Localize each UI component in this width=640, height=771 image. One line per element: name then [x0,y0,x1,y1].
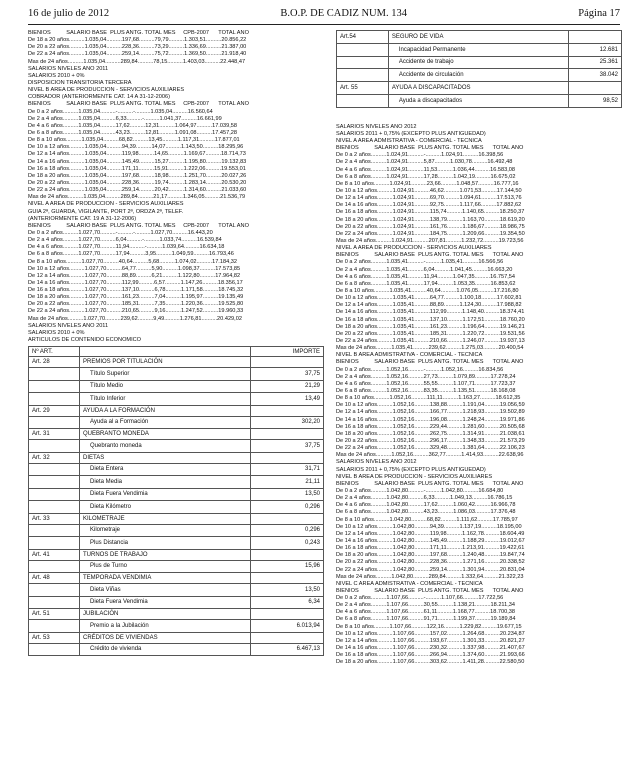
right-text-line: De 16 a 18 años..........1.024,91..........115,74..........1.140,65..........18.250,37 [336,209,525,216]
right-text-line: De 22 a 24 años..........1.035,41..........210,66..........1.246,07..........19.937,13 [336,338,525,344]
left-text-line: (ANTERIORMENTE CAT. 19 A 31-12-2006) [28,215,137,222]
article-item-row [29,463,324,476]
article-title: PREMIOS POR TITULACIÓN [80,357,251,368]
right-text-line: NIVEL C AREA ADMISTRATIVA - COMERCIAL - TECNICA [336,580,483,587]
article-item-amount: 98,52 [568,94,621,107]
article-section-row [29,609,324,620]
article-item-row [29,596,324,609]
article-number-empty [29,524,80,537]
right-column [336,30,622,666]
article-item-row [29,416,324,429]
left-text-line: De 14 a 16 años..........1.035,04..........145,49..........15,27..........1.195,80..........19.132,83 [28,158,247,165]
article-item-label: Plus de Turno [80,560,251,573]
right-text-line: De 4 a 6 años..........1.024,91..........11,53..........1.036,44..........16.583,08 [336,166,516,173]
left-text-line: De 8 a 10 años..........1.027,70..........40,64..........5,68..........1.074,02..........17.184,32 [28,258,237,265]
left-text-line: De 2 a 4 años..........1.027,70..........6,04..........-..........1.033,74..........16.539,84 [28,237,222,244]
article-number-empty [29,584,80,597]
left-text-line: De 12 a 14 años..........1.035,04..........119,98..........14,65..........1.169,67..........18.714,73 [28,151,246,158]
article-section-row [29,405,324,416]
left-text-line: De 12 a 14 años..........1.027,70..........88,89..........6,21..........1.122,80..........17.964,82 [28,272,241,279]
right-text-line: De 14 a 16 años..........1.052,16..........196,08..........1.248,24..........19.971,86 [336,416,525,423]
article-amount-empty [251,549,324,560]
insurance-table [336,30,622,108]
left-text-line: BIENIOS SALARIO BASE PLUS ANTG. TOTAL MES CPB-2007 TOTAL AÑO [28,101,249,108]
article-item-row [29,524,324,537]
left-text-line: De 18 a 20 años..........1.035,04..........197,68..........79,79..........1.303,51..........20.856,22 [28,37,247,44]
left-text-line: DISPOSICION TRANSITORIA TERCERA [28,79,132,86]
article-amount-empty [251,632,324,643]
right-text-line: De 18 a 20 años..........1.024,91..........138,79..........1.163,70..........18.619,20 [336,216,525,223]
article-item-amount: 21,29 [251,380,324,393]
article-amount-empty [251,405,324,416]
article-number-empty [29,501,80,514]
article-item-amount: 302,20 [251,416,324,429]
right-text-line: De 2 a 4 años..........1.035,41..........6,04..........1.041,45..........16.663,20 [336,266,513,273]
article-section-row [29,513,324,524]
right-text-line: Mas de 24 años..........1.052,16..........362,77..........1.414,93..........22.638,96 [336,452,524,459]
article-number-empty [337,69,389,82]
article-item-row [29,643,324,656]
right-text-line: De 0 a 2 años..........1.107,66..........-..........1.107,66..........17.722,56 [336,595,504,602]
right-text-line: De 12 a 14 años..........1.035,41..........88,89..........1.124,30..........17.988,82 [336,302,522,309]
right-text-line: SALARIOS 2011 + 0,75% (EXCEPTO PLUS ANTIGUEDAD) [336,466,486,473]
right-text-line: Mas de 24 años..........1.042,80..........289,84..........1.332,64..........21.322,23 [336,573,524,580]
right-text-line: De 6 a 8 años..........1.042,80..........43,23..........1.086,03..........17.376,48 [336,509,516,516]
left-text-line: BIENIOS SALARIO BASE PLUS ANTG. TOTAL MES CPB-2007 TOTAL AÑO [28,222,249,229]
article-item-amount: 21,11 [251,476,324,489]
left-text-line: NIVEL B AREA DE PRODUCCION - SERVICIOS AUXILIARES [28,87,185,94]
right-text-line: De 0 a 2 años..........1.035,41..........-..........1.035,41..........16.566,56 [336,259,504,266]
right-text-line: De 10 a 12 años..........1.035,41..........64,77..........1.100,18..........17.602,81 [336,295,522,302]
articles-col-importe: IMPORTE [251,347,324,357]
article-item-row [337,69,622,82]
right-text-line: SALARIOS 2011 + 0,75% (EXCEPTO PLUS ANTIGUEDAD) [336,130,486,137]
right-text-line: De 18 a 20 años..........1.052,16..........262,75..........1.314,91..........21.038,61 [336,430,525,437]
article-title: AYUDA A LA FORMACIÓN [80,405,251,416]
article-item-row [29,537,324,550]
right-text-line: BIENIOS SALARIO BASE PLUS ANTG. TOTAL MES TOTAL AÑO [336,480,524,487]
right-text-line: De 10 a 12 años..........1.052,16..........138,88..........1.191,04..........19.056,59 [336,402,525,409]
articles-col-art: Nº ART. [29,347,80,357]
article-number: Art. 29 [29,405,80,416]
right-text-line: De 2 a 4 años..........1.107,66..........30,55..........1.138,21..........18.211,34 [336,602,516,609]
left-text-line: De 6 a 8 años..........1.027,70..........17,94..........3,95..........1.049,59..........16.793,46 [28,251,234,258]
right-text-line: De 8 a 10 años..........1.052,16..........111,11..........1.163,27..........18.612,35 [336,395,521,402]
article-item-amount: 37,75 [251,368,324,381]
article-item-label: Kilometraje [80,524,251,537]
article-number-empty [29,560,80,573]
left-text-line: De 10 a 12 años..........1.035,04..........94,39..........14,07..........1.143,50..........18.295,96 [28,144,244,151]
right-text-line: De 10 a 12 años..........1.042,80..........94,39..........1.137,19..........18.195,00 [336,523,522,530]
right-text-line: NIVEL A AREA DE PRODUCCION - SERVICIOS AUXILIARES [336,245,492,252]
article-amount-empty [568,31,621,44]
right-text-line: De 8 a 10 años..........1.107,66..........122,16..........1.229,82..........19.677,15 [336,623,522,630]
header-rule [28,24,620,25]
right-text-line: De 16 a 18 años..........1.035,41..........137,10..........1.172,51..........18.760,20 [336,316,525,323]
article-number: Art. 41 [29,549,80,560]
article-number-empty [29,393,80,406]
article-section-row [337,82,622,95]
article-item-row [29,440,324,453]
article-item-row [29,560,324,573]
left-text-line: De 22 a 24 años..........1.035,04..........259,14..........20,42..........1.314,60..........21.033,60 [28,187,247,194]
header-date: 16 de julio de 2012 [28,8,110,19]
right-text-line: De 8 a 10 años..........1.024,91..........23,66..........1.048,57..........16.777,16 [336,180,519,187]
article-item-label: Plus Distancia [80,537,251,550]
left-text-line: ARTÍCULOS DE CONTENIDO ECONÓMICO [28,337,142,344]
right-text-line: De 8 a 10 años..........1.042,80..........68,82..........1.111,62..........17.785,97 [336,516,518,523]
article-item-row [29,380,324,393]
article-item-label: Título Medio [80,380,251,393]
article-amount-empty [251,429,324,440]
article-item-label: Accidente de trabajo [388,56,568,69]
article-number: Art. 55 [337,82,389,95]
right-text-line: De 18 a 20 años..........1.035,41..........161,23..........1.196,64..........19.146,21 [336,323,525,330]
right-text-line: De 10 a 12 años..........1.107,66..........157,02..........1.264,68..........20.234,87 [336,630,525,637]
article-item-amount: 6.013,94 [251,620,324,633]
left-text-line: De 4 a 6 años..........1.035,04..........17,62..........12,31..........1.064,97..........17.039,58 [28,122,237,129]
right-text-line: SALARIOS NIVELES AÑO 2012 [336,459,417,466]
right-text-line: De 16 a 18 años..........1.052,16..........229,44..........1.281,60..........20.505,68 [336,423,525,430]
header-publication: B.O.P. DE CADIZ NUM. 134 [280,8,407,19]
left-text-line: De 20 a 22 años..........1.035,04..........228,36..........19,74..........1.283,14..........20.530,20 [28,179,247,186]
article-section-row [29,452,324,463]
page-header [28,8,620,24]
left-text-line: De 18 a 20 años..........1.035,04..........197,68..........18,98..........1.251,70..........20.027,26 [28,172,247,179]
left-text-line: Mas de 24 años..........1.035,04..........289,84..........21,17..........1.346,05..........21.536,79 [28,194,246,201]
article-item-amount: 6.467,13 [251,643,324,656]
article-number: Art.54 [337,31,389,44]
left-text-line: De 14 a 16 años..........1.027,70..........112,99..........6,57..........1.147,26..........18.356,17 [28,279,243,286]
right-text-line: De 12 a 14 años..........1.052,16..........166,77..........1.218,93..........19.502,89 [336,409,525,416]
right-text-line: De 0 a 2 años..........1.052,16..........-..........1.052,16..........16.834,56 [336,366,504,373]
article-section-row [29,573,324,584]
article-number: Art. 33 [29,513,80,524]
left-salary-text [28,30,324,344]
article-number: Art. 32 [29,452,80,463]
article-item-label: Ayuda al a Formación [80,416,251,429]
left-text-line: COBRADOR (ANTERIORMENTE CAT. 14 A 31-12-2006) [28,94,170,101]
right-salary-text [336,124,622,667]
right-text-line: NIVEL A AREA ADMISTRATIVA - COMERCIAL - TECNICA [336,138,482,145]
right-text-line: De 6 a 8 años..........1.107,66..........91,71..........1.199,37..........19.189,84 [336,616,516,623]
right-text-line: De 22 a 24 años..........1.024,91..........184,75..........1.209,66..........19.354,50 [336,230,525,237]
left-text-line: SALARIOS NIVELES AÑO 2011 [28,322,109,329]
right-text-line: BIENIOS SALARIO BASE PLUS ANTG. TOTAL MES TOTAL AÑO [336,587,524,594]
article-item-row [29,476,324,489]
article-title: JUBILACIÓN [80,609,251,620]
article-number-empty [29,440,80,453]
right-text-line: De 14 a 16 años..........1.024,91..........92,75..........1.117,66..........17.882,62 [336,202,522,209]
right-text-line: De 6 a 8 años..........1.035,41..........17,94..........1.053,35..........16.853,62 [336,280,516,287]
article-item-row [29,393,324,406]
article-item-label: Dieta Fuera Vendimia [80,488,251,501]
right-text-line: De 10 a 12 años..........1.024,91..........46,62..........1.071,53..........17.144,50 [336,188,522,195]
right-text-line: De 12 a 14 años..........1.024,91..........69,70..........1.094,61..........17.513,76 [336,195,522,202]
right-text-line: De 0 a 2 años..........1.042,80..........-..........1.042,80..........16.684,80 [336,487,504,494]
right-text-line: De 4 a 6 años..........1.042,80..........17,62..........1.060,42..........16.966,78 [336,502,516,509]
right-text-line: De 12 a 14 años..........1.107,66..........193,67..........1.301,33..........20.821,27 [336,637,525,644]
article-number-empty [29,416,80,429]
left-text-line: De 6 a 8 años..........1.035,04..........43,23..........12,81..........1.091,08..........17.457,28 [28,129,237,136]
article-number-empty [29,643,80,656]
article-item-label: Ayuda a discapacitados [388,94,568,107]
left-text-line: SALARIOS 2010 + 0% [28,72,85,79]
right-text-line: BIENIOS SALARIO BASE PLUS ANTG. TOTAL MES TOTAL AÑO [336,145,524,152]
article-title: TEMPORADA VENDIMIA [80,573,251,584]
article-number-empty [337,56,389,69]
right-text-line: De 4 a 6 años..........1.107,66..........61,11..........1.168,77..........18.700,38 [336,609,516,616]
left-text-line: SALARIOS NIVELES AÑO 2011 [28,65,109,72]
right-text-line: De 22 a 24 años..........1.052,16..........329,48..........1.381,64..........22.106,23 [336,445,525,452]
article-amount-empty [568,82,621,95]
article-title: QUEBRANTO MONEDA [80,429,251,440]
right-text-line: De 14 a 16 años..........1.107,66..........230,32..........1.337,98..........21.407,67 [336,645,525,652]
left-text-line: Mas de 24 años..........1.035,04..........289,84..........78,15..........1.403,03..........22.448,47 [28,58,246,65]
article-item-label: Dieta Viñas [80,584,251,597]
right-text-line: NIVEL B AREA ADMISTRATIVA - COMERCIAL - TECNICA [336,352,483,359]
article-item-label: Título Superior [80,368,251,381]
article-title: SEGURO DE VIDA [388,31,568,44]
article-number-empty [29,476,80,489]
article-item-amount: 31,71 [251,463,324,476]
article-item-amount: 12.681 [568,43,621,56]
article-number: Art. 31 [29,429,80,440]
left-text-line: Mas de 24 años..........1.027,70..........239,62..........9,49..........1.276,81..........20.429,02 [28,315,242,322]
left-text-line: De 20 a 22 años..........1.035,04..........228,36..........73,29..........1.336,69..........21.387,00 [28,44,247,51]
article-item-row [337,94,622,107]
right-text-line: BIENIOS SALARIO BASE PLUS ANTG. TOTAL MES TOTAL AÑO [336,359,524,366]
right-text-line: De 18 a 20 años..........1.042,80..........197,68..........1.240,48..........19.847,74 [336,552,525,559]
article-item-amount: 13,49 [251,393,324,406]
article-item-amount: 13,50 [251,488,324,501]
article-item-label: Incapacidad Permanente [388,43,568,56]
right-text-line: De 16 a 18 años..........1.042,80..........171,11..........1.213,91..........19.422,61 [336,545,525,552]
article-section-row [29,429,324,440]
article-number: Art. 51 [29,609,80,620]
right-text-line: De 20 a 22 años..........1.024,91..........161,76..........1.186,67..........18.986,75 [336,223,525,230]
article-item-label: Dieta Entera [80,463,251,476]
right-text-line: De 20 a 22 años..........1.042,80..........228,36..........1.271,16..........20.338,52 [336,559,525,566]
left-text-line: De 2 a 4 años..........1.035,04..........6,33..........-..........1.041,37..........16.661,99 [28,115,222,122]
left-text-line: De 20 a 22 años..........1.027,70..........185,31..........7,35..........1.220,36..........19.525,80 [28,301,244,308]
article-item-label: Título Inferior [80,393,251,406]
articles-table [28,346,324,656]
article-item-row [29,501,324,514]
article-item-label: Accidente de circulación [388,69,568,82]
article-item-row [29,368,324,381]
right-text-line: De 4 a 6 años..........1.035,41..........11,94..........1.047,35..........16.757,54 [336,273,516,280]
left-text-line: SALARIOS 2010 + 0% [28,329,85,336]
left-column [28,30,324,656]
left-text-line: GUIA 2ª, GUARDA, VIGILANTE, PORT 2ª, ORDZA 2ª, TELEF. [28,208,184,215]
article-item-label: Premio a la Jubilación [80,620,251,633]
article-item-amount: 15,96 [251,560,324,573]
left-text-line: De 16 a 18 años..........1.035,04..........171,11..........15,91..........1.222,06..........19.553,01 [28,165,246,172]
article-section-row [29,357,324,368]
right-text-line: De 6 a 8 años..........1.052,16..........83,35..........1.135,51..........18.168,08 [336,387,516,394]
article-number-empty [337,94,389,107]
article-item-row [337,56,622,69]
left-text-line: NIVEL A AREA DE PRODUCCION - SERVICIOS AUXILIARES [28,201,184,208]
article-item-amount: 0,296 [251,524,324,537]
article-item-amount: 13,50 [251,584,324,597]
article-amount-empty [251,452,324,463]
left-text-line: De 22 a 24 años..........1.035,04..........259,14..........75,72..........1.369,50..........21.918,40 [28,51,247,58]
article-title: CRÉDITOS DE VIVIENDAS [80,632,251,643]
article-title: DIETAS [80,452,251,463]
left-text-line: De 0 a 2 años..........1.035,04..........-..........-..........1.035,04..........16.560,64 [28,108,213,115]
left-text-line: De 22 a 24 años..........1.027,70..........210,65..........9,16..........1.247,52..........19.960,33 [28,308,244,315]
articles-col-concept [80,347,251,357]
left-text-line: De 0 a 2 años..........1.027,70..........-..........-..........1.027,70..........16.443,20 [28,229,213,236]
right-text-line: De 2 a 4 años..........1.042,80..........6,33..........1.049,13..........16.786,15 [336,495,513,502]
article-item-row [29,488,324,501]
right-text-line: De 22 a 24 años..........1.042,80..........259,14..........1.301,94..........20.831,04 [336,566,525,573]
right-text-line: De 2 a 4 años..........1.052,16..........27,73..........1.079,89..........17.278,24 [336,373,516,380]
right-text-line: De 2 a 4 años..........1.024,91..........5,87..........1.030,78..........16.492,48 [336,159,513,166]
right-text-line: De 14 a 16 años..........1.035,41..........112,99..........1.148,40..........18.374,41 [336,309,525,316]
article-item-amount: 0,243 [251,537,324,550]
right-text-line: NIVEL B AREA DE PRODUCCION - SERVICIOS AUXILIARES [336,473,493,480]
header-page-number: Página 17 [578,8,620,19]
right-text-line: De 20 a 22 años..........1.052,16..........296,17..........1.348,33..........21.573,29 [336,437,525,444]
article-item-label: Dieta Media [80,476,251,489]
left-text-line: De 16 a 18 años..........1.027,70..........137,10..........6,78..........1.171,58..........18.745,32 [28,287,244,294]
article-number-empty [29,368,80,381]
article-amount-empty [251,513,324,524]
article-number-empty [337,43,389,56]
article-number-empty [29,537,80,550]
article-amount-empty [251,357,324,368]
right-text-line: Mas de 24 años..........1.035,41..........239,62..........1.275,03..........20.400,54 [336,345,524,352]
article-number-empty [29,463,80,476]
right-text-line: BIENIOS SALARIO BASE PLUS ANTG. TOTAL MES TOTAL AÑO [336,252,524,259]
article-item-row [337,43,622,56]
right-text-line: De 0 a 2 años..........1.024,91..........-..........1.024,91..........16.398,56 [336,152,504,159]
left-text-line: De 18 a 20 años..........1.027,70..........161,23..........7,04..........1.195,97..........19.135,49 [28,294,244,301]
right-text-line: SALARIOS NIVELES AÑO 2012 [336,123,417,130]
article-number: Art. 48 [29,573,80,584]
article-title: KILOMETRAJE [80,513,251,524]
article-number: Art. 28 [29,357,80,368]
article-item-amount: 37,75 [251,440,324,453]
article-title: TURNOS DE TRABAJO [80,549,251,560]
article-amount-empty [251,573,324,584]
article-item-amount: 38.042 [568,69,621,82]
right-text-line: De 20 a 22 años..........1.035,41..........185,31..........1.220,72..........19.531,56 [336,330,525,337]
right-text-line: De 18 a 20 años..........1.107,66..........303,62..........1.411,28..........22.580,50 [336,659,525,666]
left-text-line: De 8 a 10 años..........1.035,04..........68,82..........13,45..........1.117,31..........17.877,01 [28,137,240,144]
article-number-empty [29,488,80,501]
article-item-amount: 6,34 [251,596,324,609]
article-item-row [29,584,324,597]
article-item-label: Dieta Fuera Vendimia [80,596,251,609]
right-text-line: De 4 a 6 años..........1.052,16..........55,55..........1.107,71..........17.723,37 [336,380,516,387]
left-text-line: BIENIOS SALARIO BASE PLUS ANTG. TOTAL MES CPB-2007 TOTAL AÑO [28,30,249,36]
article-item-amount: 25.361 [568,56,621,69]
article-title: AYUDA A DISCAPACITADOS [388,82,568,95]
article-amount-empty [251,609,324,620]
article-section-row [29,632,324,643]
article-item-label: Dieta Kilómetro [80,501,251,514]
right-text-line: De 12 a 14 años..........1.042,80..........119,98..........1.162,78..........18.604,49 [336,530,525,537]
right-text-line: De 8 a 10 años..........1.035,41..........40,64..........1.076,05..........17.216,80 [336,288,519,295]
article-number-empty [29,380,80,393]
article-number: Art. 53 [29,632,80,643]
right-text-line: De 14 a 16 años..........1.042,80..........145,49..........1.188,29..........19.012,67 [336,537,525,544]
article-section-row [337,31,622,44]
right-text-line: De 6 a 8 años..........1.024,91..........17,28..........1.042,19..........16.675,02 [336,173,516,180]
article-item-row [29,620,324,633]
right-text-line: Mas de 24 años..........1.024,91..........207,81..........1.232,72..........19.723,56 [336,238,524,245]
left-text-line: De 4 a 6 años..........1.027,70..........11,94..........-..........1.039,64..........16.634,18 [28,244,225,251]
article-number-empty [29,620,80,633]
article-section-row [29,549,324,560]
article-number-empty [29,596,80,609]
left-text-line: De 10 a 12 años..........1.027,70..........64,77..........5,90..........1.098,37..........17.573,85 [28,265,241,272]
article-item-label: Quebranto moneda [80,440,251,453]
right-text-line: De 16 a 18 años..........1.107,66..........266,94..........1.374,60..........21.993,66 [336,652,525,659]
article-item-amount: 0,296 [251,501,324,514]
article-item-label: Crédito de vivienda [80,643,251,656]
